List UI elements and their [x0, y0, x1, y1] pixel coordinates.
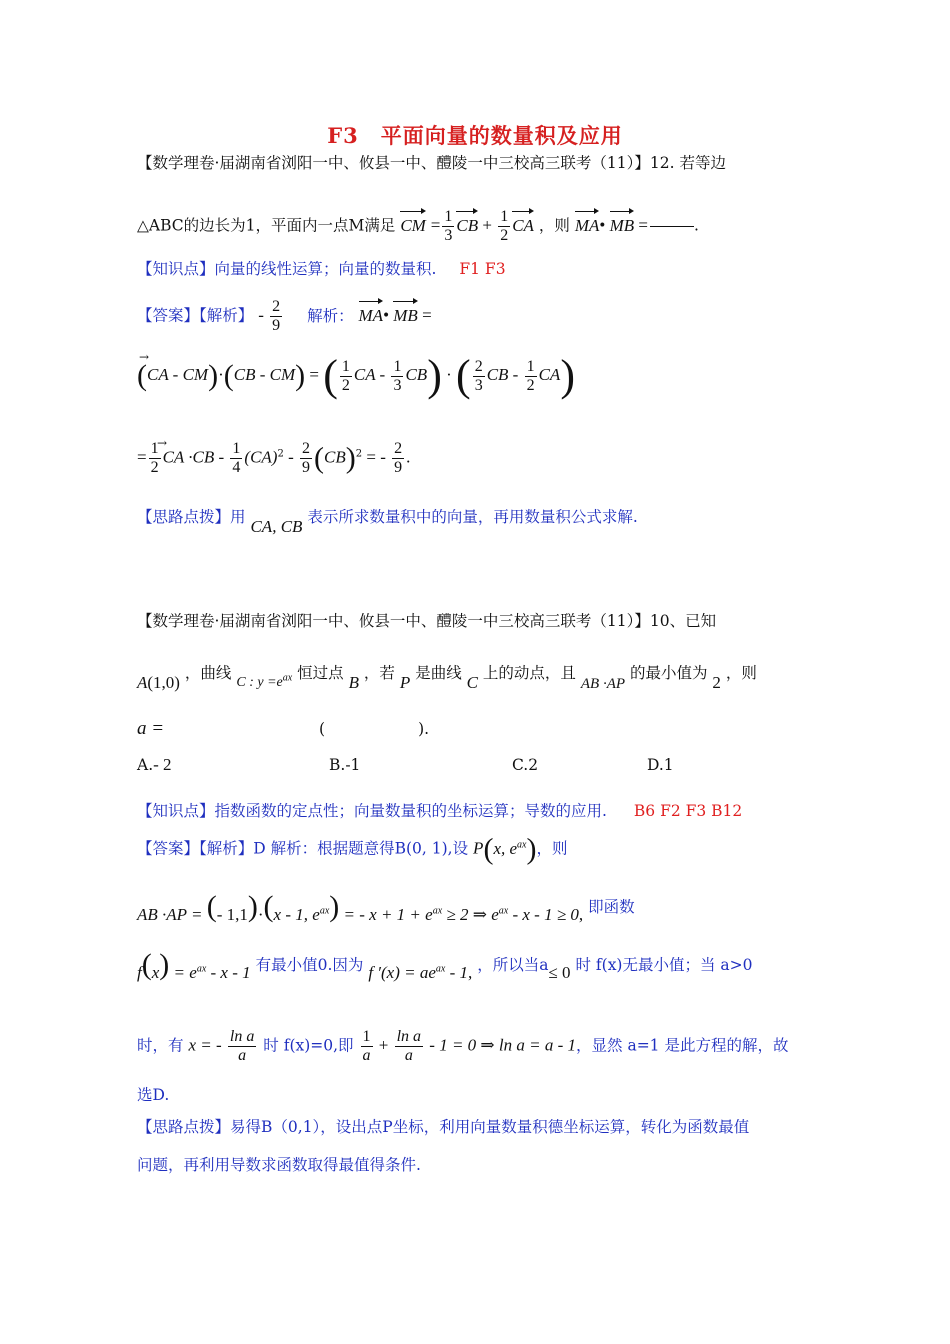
problem2-derivation-2: $f(x) = e^{ax} - x - 1$ 有最小值0.因为 f $'(x) = ae^{ax} - 1$, ，所以当a≤ 0 时 f(x)无最小值；当 a>0	[137, 948, 753, 982]
option-a: A.- 2	[137, 755, 172, 774]
problem2-choose: 选D.	[137, 1086, 170, 1104]
problem2-hint-2: 问题，再利用导数求函数取得最值得条件.	[137, 1156, 421, 1174]
problem1-derivation-1: → (CA - CM)·(CB - CM) = ( $\frac{1}{2}$ CA - $\frac{1}{3}$ CB) · ( $\frac{2}{3}$ CB - $\frac{1}{2}$ CA)	[137, 350, 575, 400]
option-d: D.1	[647, 756, 674, 774]
problem1-derivation-2: → = $\frac{1}{2}$ CA ·CB - $\frac{1}{4}$ (CA)$^2$ - $\frac{2}{9}$ (CB)$^2$ = - $\frac{2}{9}$ .	[137, 436, 411, 476]
option-b: B.-1	[329, 756, 361, 774]
problem1-source: 【数学理卷·届湖南省浏阳一中、攸县一中、醴陵一中三校高三联考（11）】12. 若等边	[137, 154, 726, 172]
problem2-options	[137, 754, 840, 776]
problem2-blank: a = ( ).	[137, 718, 430, 739]
problem2-source: 【数学理卷·届湖南省浏阳一中、攸县一中、醴陵一中三校高三联考（11）】10、已知	[137, 612, 717, 630]
answer-blank	[650, 226, 694, 227]
problem1-question: △ABC的边长为1，平面内一点M满足 CM = $\frac{1}{3}$ CB + $\frac{1}{2}$ CA ，则 MA• MB = .	[137, 208, 699, 244]
problem2-derivation-3: 时，有 x = - $\frac{\text{ln a}}{a}$ 时 f(x)=0,即 $\frac{1}{a}$ + $\frac{\text{ln a}}{a}$ - 1 = 0 ⇒ ln a = a - 1，显然 a=1 是此方程的解，故	[137, 1028, 789, 1064]
problem1-hint: 【思路点拨】用 CA, CB 表示所求数量积中的向量，再用数量积公式求解.	[137, 508, 638, 536]
problem2-hint-1: 【思路点拨】易得B（0,1），设出点P坐标，利用向量数量积德坐标运算，转化为函数最值	[137, 1118, 750, 1136]
problem1-knowledge: 【知识点】向量的线性运算；向量的数量积. F1 F3	[137, 260, 506, 278]
problem1-answer: 【答案】【解析】 - $\frac{2}{9}$ 解析： MA• MB =	[137, 298, 432, 334]
problem2-derivation-1: AB ·AP = (- 1,1)·(x - 1, $e^{ax}$) = - $x + 1 + e^{ax} \ge 2$ ⇒ $e^{ax} - x - 1 \ge 0$, 即函数	[137, 890, 635, 924]
section-title: F3 平面向量的数量积及应用	[327, 123, 623, 148]
problem2-knowledge: 【知识点】指数函数的定点性；向量数量积的坐标运算；导数的应用. B6 F2 F3 B12	[137, 802, 743, 820]
problem2-question: A(1,0) ，曲线 C : $y =e^{ax}$ 恒过点 B ，若 P 是曲线 C 上的动点，且 AB ·AP 的最小值为 2 ，则	[137, 664, 757, 692]
problem2-answer: 【答案】【解析】D 解析：根据题意得B(0, 1),设 P(x, $e^{ax}$)，则	[137, 832, 568, 866]
option-c: C.2	[512, 756, 539, 774]
